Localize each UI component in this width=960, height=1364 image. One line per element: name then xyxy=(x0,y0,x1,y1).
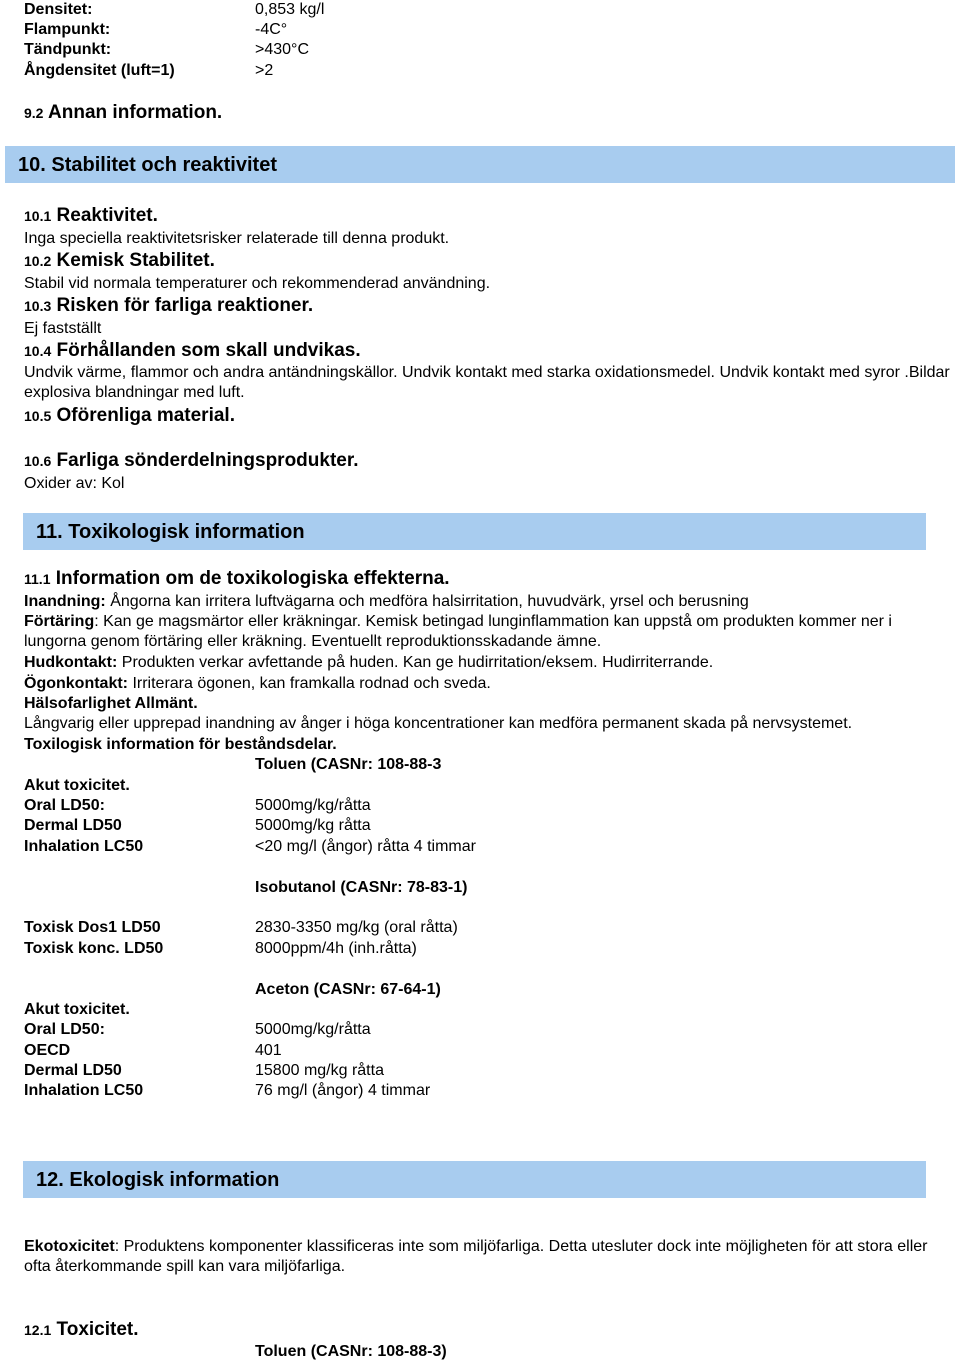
prop-value: 0,853 kg/l xyxy=(255,1,325,18)
tox-row-label: Dermal LD50 xyxy=(24,817,122,834)
prop-label: Densitet: xyxy=(24,1,93,18)
tox-row-value: 76 mg/l (ångor) 4 timmar xyxy=(255,1082,431,1099)
inhalation-paragraph xyxy=(24,592,749,612)
subsection-title: Oförenliga material. xyxy=(56,405,235,426)
ecotoxicity-text: : Produktens komponenter klassificeras inte som miljöfarliga. Detta utesluter dock inte möjligheten för att stora eller ofta återkommande spill kan vara miljöfarliga. xyxy=(24,1238,928,1275)
tox-row-label: Oral LD50: xyxy=(24,797,105,814)
aceton-title: Aceton (CASNr: 67-64-1) xyxy=(255,981,441,998)
tox-row-value: 5000mg/kg/råtta xyxy=(255,1021,371,1038)
prop-label: Flampunkt: xyxy=(24,21,111,38)
tox-row-label: OECD xyxy=(24,1042,71,1059)
subsection-number: 10.3 xyxy=(24,298,52,314)
subsection-10-6 xyxy=(24,450,358,472)
subsection-title: Kemisk Stabilitet. xyxy=(56,250,215,271)
eye-contact-text: Irriterara ögonen, kan framkalla rodnad och sveda. xyxy=(128,675,491,692)
tox-row-value: 2830-3350 mg/kg (oral råtta) xyxy=(255,919,458,936)
tox-row-label: Oral LD50: xyxy=(24,1021,105,1038)
tox-row-label: Dermal LD50 xyxy=(24,1062,122,1079)
tox-row-value: 5000mg/kg råtta xyxy=(255,817,371,834)
subsection-11-1 xyxy=(24,568,450,590)
inhalation-text: Ångorna kan irritera luftvägarna och medföra halsirritation, huvudvärk, yrsel och berusning xyxy=(105,593,749,610)
health-hazard-label: Hälsofarlighet Allmänt. xyxy=(24,695,198,712)
component-tox-label: Toxilogisk information för beståndsdelar. xyxy=(24,736,337,753)
tox-row-value: 15800 mg/kg råtta xyxy=(255,1062,384,1079)
subsection-10-3 xyxy=(24,295,313,317)
prop-value: -4C° xyxy=(255,21,288,38)
subsection-title: Farliga sönderdelningsprodukter. xyxy=(56,450,359,471)
acute-toxicity-label: Akut toxicitet. xyxy=(24,777,130,794)
subsection-number: 10.4 xyxy=(24,343,52,359)
section-title: 10. Stabilitet och reaktivitet xyxy=(18,154,277,176)
conditions-to-avoid-text: Undvik värme, flammor och andra antändningskällor. Undvik kontakt med starka oxidationsmedel. Undvik kontakt med syror .Bildar explosiva blandningar med luft. xyxy=(24,364,950,401)
skin-contact-text: Produkten verkar avfettande på huden. Kan ge hudirritation/eksem. Hudirriterrande. xyxy=(117,654,714,671)
subsection-number: 10.6 xyxy=(24,453,52,469)
prop-value: >2 xyxy=(255,62,274,79)
ecotoxicity-label: Ekotoxicitet xyxy=(24,1238,115,1255)
section-11-header xyxy=(23,513,926,550)
reactivity-text: Inga speciella reaktivitetsrisker relaterade till denna produkt. xyxy=(24,230,450,247)
isobutanol-title: Isobutanol (CASNr: 78-83-1) xyxy=(255,879,468,896)
tox-row-label: Toxisk Dos1 LD50 xyxy=(24,919,161,936)
subsection-10-2 xyxy=(24,250,215,272)
section-12-header xyxy=(23,1161,926,1198)
ingestion-paragraph xyxy=(24,612,954,652)
subsection-number: 10.5 xyxy=(24,408,52,424)
eye-contact-label: Ögonkontakt: xyxy=(24,675,128,692)
prop-value: >430°C xyxy=(255,41,309,58)
subsection-9-2 xyxy=(24,102,222,124)
stability-text: Stabil vid normala temperaturer och rekommenderad användning. xyxy=(24,275,491,292)
section-title: 12. Ekologisk information xyxy=(36,1169,280,1191)
tox-row-value: 401 xyxy=(255,1042,282,1059)
ecotoxicity-paragraph xyxy=(24,1237,954,1277)
prop-label: Tändpunkt: xyxy=(24,41,112,58)
subsection-number: 10.2 xyxy=(24,253,52,269)
subsection-title: Annan information. xyxy=(48,102,223,123)
tox-row-value: 5000mg/kg/råtta xyxy=(255,797,371,814)
subsection-12-1 xyxy=(24,1319,139,1341)
hazard-reactions-text: Ej fastställt xyxy=(24,320,102,337)
subsection-10-5 xyxy=(24,405,235,427)
inhalation-label: Inandning: xyxy=(24,593,106,610)
subsection-number: 9.2 xyxy=(24,105,44,121)
ingestion-label: Förtäring xyxy=(24,613,95,630)
health-hazard-text: Långvarig eller upprepad inandning av ånger i höga koncentrationer kan medföra permanent skada på nervsystemet. xyxy=(24,715,853,732)
subsection-10-4 xyxy=(24,340,361,362)
tox-row-label: Inhalation LC50 xyxy=(24,1082,144,1099)
tox-row-label: Inhalation LC50 xyxy=(24,838,144,855)
subsection-title: Reaktivitet. xyxy=(56,205,158,226)
subsection-10-1 xyxy=(24,205,158,227)
tox-row-value: <20 mg/l (ångor) råtta 4 timmar xyxy=(255,838,476,855)
toluen-title: Toluen (CASNr: 108-88-3) xyxy=(255,1343,447,1360)
subsection-number: 11.1 xyxy=(24,571,51,587)
subsection-title: Information om de toxikologiska effekterna. xyxy=(55,568,450,589)
section-10-header xyxy=(5,146,955,183)
tox-row-label: Toxisk konc. LD50 xyxy=(24,940,164,957)
prop-label: Ångdensitet (luft=1) xyxy=(24,62,175,79)
skin-contact-paragraph xyxy=(24,653,713,673)
subsection-number: 12.1 xyxy=(24,1322,52,1338)
tox-row-value: 8000ppm/4h (inh.råtta) xyxy=(255,940,417,957)
ingestion-text: : Kan ge magsmärtor eller kräkningar. Kemisk betingad lunginflammation kan uppstå om produkten kommer ner i lungorna genom förtäring eller kräkning. Eventuellt reproduktionsskadande ämne. xyxy=(24,613,892,650)
decomposition-products-text: Oxider av: Kol xyxy=(24,475,125,492)
section-title: 11. Toxikologisk information xyxy=(36,521,305,543)
subsection-number: 10.1 xyxy=(24,208,52,224)
subsection-title: Förhållanden som skall undvikas. xyxy=(56,340,361,361)
subsection-title: Toxicitet. xyxy=(56,1319,139,1340)
subsection-title: Risken för farliga reaktioner. xyxy=(56,295,314,316)
toluen-title: Toluen (CASNr: 108-88-3 xyxy=(255,756,442,773)
skin-contact-label: Hudkontakt: xyxy=(24,654,118,671)
eye-contact-paragraph xyxy=(24,674,491,694)
acute-toxicity-label: Akut toxicitet. xyxy=(24,1001,130,1018)
